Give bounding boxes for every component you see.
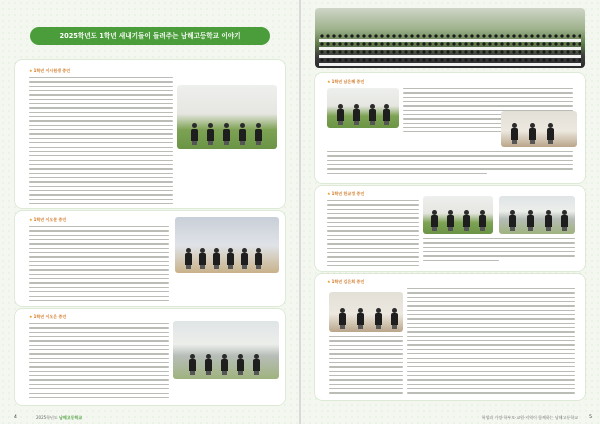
student-photo <box>423 196 493 234</box>
story-card <box>315 73 585 183</box>
section-tag: ★1학년 한교정 증언 <box>327 191 365 196</box>
student-photo <box>173 321 279 379</box>
footer-text: 학생과 가정·학부모·교원·지역이 함께하는 남해고등학교 <box>481 415 578 421</box>
group-photo <box>315 8 585 68</box>
story-card <box>315 186 585 271</box>
story-card <box>15 211 285 306</box>
section-body <box>407 288 575 396</box>
star-icon: ★ <box>29 217 33 222</box>
section-tag: ★1학년 이오은 증언 <box>29 314 67 319</box>
section-body-cont <box>327 151 573 179</box>
student-photo <box>501 111 577 147</box>
footer-text: 2025학년도 남해고등학교 <box>36 415 83 421</box>
page-footer <box>301 410 600 424</box>
left-page <box>0 0 299 424</box>
section-body-cont <box>329 336 403 396</box>
section-tag: ★1학년 이시원생 증언 <box>29 68 71 73</box>
section-body <box>29 77 173 205</box>
section-tag: ★1학년 이오문 증언 <box>29 217 67 222</box>
student-photo <box>175 217 279 273</box>
section-body-cont <box>423 238 575 268</box>
story-card <box>15 309 285 405</box>
section-body <box>327 200 419 268</box>
star-icon: ★ <box>29 314 33 319</box>
section-body <box>29 323 169 401</box>
star-icon: ★ <box>327 79 331 84</box>
story-card <box>315 274 585 400</box>
page-title: 2025학년도 1학년 새내기들이 들려주는 남해고등학교 이야기 <box>30 27 270 45</box>
page-number: 4 <box>14 415 17 420</box>
section-body <box>29 226 169 302</box>
page-footer <box>0 410 299 424</box>
star-icon: ★ <box>29 68 33 73</box>
star-icon: ★ <box>327 191 331 196</box>
section-tag: ★1학년 남은혜 증언 <box>327 79 365 84</box>
student-photo <box>329 292 403 332</box>
section-tag: ★1학년 김은희 증언 <box>327 279 365 284</box>
student-photo <box>327 88 399 128</box>
story-card <box>15 60 285 208</box>
page-number: 5 <box>589 415 592 420</box>
student-photo <box>177 85 277 149</box>
student-photo <box>499 196 575 234</box>
star-icon: ★ <box>327 279 331 284</box>
